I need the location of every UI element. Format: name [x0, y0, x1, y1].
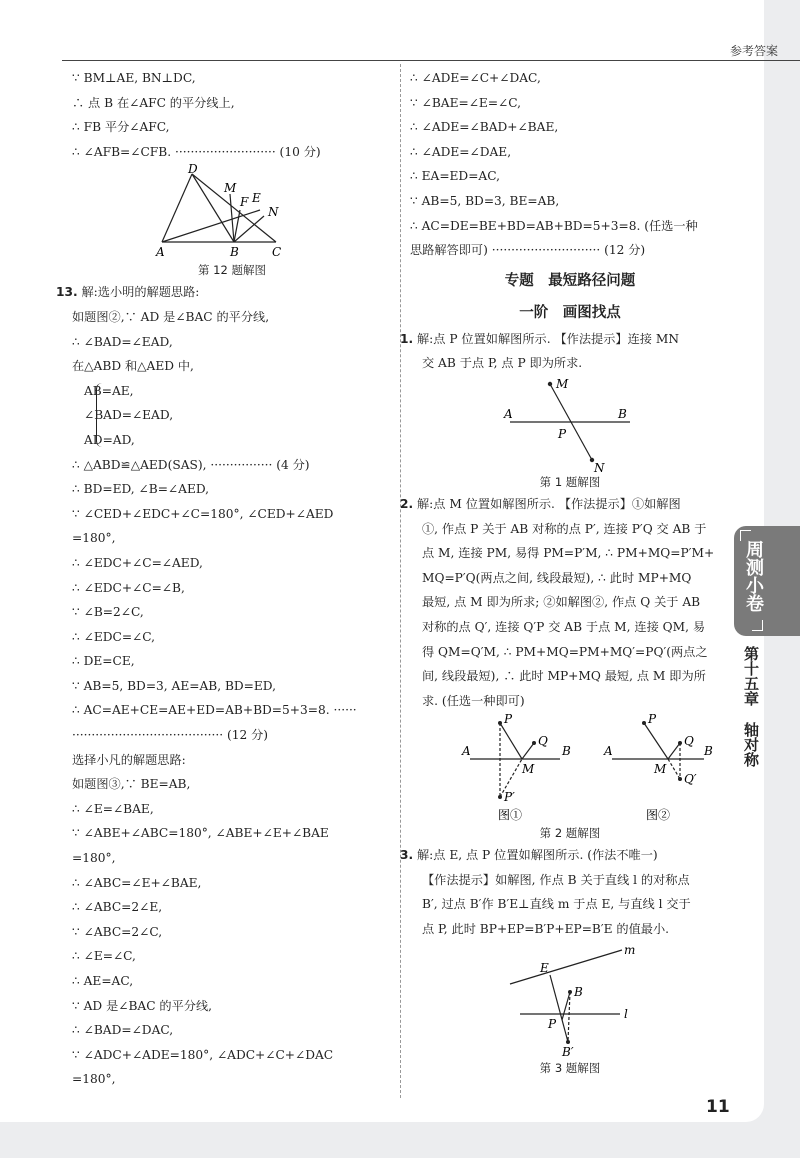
label-e: E	[252, 191, 261, 206]
figure-12	[152, 164, 312, 260]
q2-line: 对称的点 Q′, 连接 Q′P 交 AB 于点 M, 连接 QM, 易	[422, 619, 706, 634]
label-m: M	[224, 181, 237, 196]
condition-line: ∠BAD=∠EAD,	[84, 408, 174, 423]
label-p-1: P	[504, 713, 513, 727]
figure-3-caption: 第 3 题解图	[539, 1060, 601, 1075]
figure-3	[500, 942, 640, 1058]
q3-line: 【作法提示】如解图, 作点 B 关于直线 l 的对称点	[422, 872, 690, 887]
point-b	[568, 990, 572, 994]
segment-bm	[230, 194, 234, 242]
segment-ae	[162, 210, 260, 242]
figure-1-caption: 第 1 题解图	[539, 474, 601, 489]
q2-text: 解:点 M 位置如解图所示. 【作法提示】①如解图	[417, 496, 681, 511]
q13-line: 如题图③,∵ BE=AB,	[72, 777, 191, 792]
q13-line: ∴ ∠ABC=2∠E,	[72, 900, 163, 915]
label-a-2: A	[604, 744, 613, 759]
q13-cont-line: ∴ ∠ADE=∠DAE,	[410, 144, 512, 159]
q13-line: ∵ ∠ABE+∠ABC=180°, ∠ABE+∠E+∠BAE	[72, 826, 329, 841]
q1-text: 解:点 P 位置如解图所示. 【作法提示】连接 MN	[417, 331, 680, 346]
label-f: F	[240, 195, 249, 210]
page-number: 11	[706, 1097, 730, 1117]
segment-mqp-2	[668, 759, 680, 779]
figure-2	[420, 713, 720, 823]
q1-line: 交 AB 于点 P, 点 P 即为所求.	[422, 356, 583, 371]
q2-number: 2.	[400, 496, 414, 511]
q13-line: ∴ ∠ABC=∠E+∠BAE,	[72, 875, 202, 890]
side-topic: 轴对称	[742, 722, 760, 767]
segment-pm-2	[644, 723, 668, 759]
q13-cont-line: ∴ ∠ADE=∠BAD+∠BAE,	[410, 120, 559, 135]
q2-line: 得 QM=Q′M, ∴ PM+MQ=PM+MQ′=PQ′(两点之	[422, 644, 708, 659]
label-c: C	[272, 245, 282, 260]
q13-line: ∴ ∠EDC+∠C=∠AED,	[72, 555, 203, 570]
sub-caption-2: 图②	[646, 808, 671, 823]
q13-head-text: 解:选小明的解题思路:	[81, 285, 200, 300]
header-rule	[62, 60, 800, 61]
q13-line: =180°,	[72, 531, 116, 546]
tab-corner	[752, 620, 763, 631]
label-b-2: B	[704, 744, 713, 759]
q13-line: ∴ ∠BAD=∠DAC,	[72, 1023, 174, 1038]
right-column	[400, 66, 730, 1078]
q3-line: 点 P, 此时 BP+EP=B′P+EP=B′E 的值最小.	[422, 922, 670, 937]
q13-line: ∴ ∠EDC=∠C,	[72, 629, 156, 644]
q13-number: 13.	[56, 285, 78, 300]
label-b: B	[574, 984, 583, 999]
q13-cont-line: ∵ AB=5, BD=3, BE=AB,	[410, 193, 560, 208]
q13-line: 如题图②,∵ AD 是∠BAC 的平分线,	[72, 309, 270, 324]
subsection-title: 一阶 画图找点	[519, 304, 621, 321]
q13-line: ∵ AB=5, BD=3, AE=AB, BD=ED,	[72, 678, 277, 693]
label-bp: B′	[562, 1044, 574, 1058]
q13-line: 在△ABD 和△AED 中,	[72, 359, 194, 374]
q13-line: ∴ BD=ED, ∠B=∠AED,	[72, 482, 210, 497]
segment-pm-1	[500, 723, 522, 759]
q13-line: ∴ DE=CE,	[72, 654, 135, 669]
left-column	[56, 66, 392, 1092]
q3-line	[400, 843, 730, 868]
q3-text: 解:点 E, 点 P 位置如解图所示. (作法不唯一)	[417, 848, 658, 863]
q13-line: =180°,	[72, 851, 116, 866]
figure-2-caption: 第 2 题解图	[539, 826, 601, 841]
congruence-conditions	[72, 379, 392, 453]
label-a: A	[156, 245, 165, 260]
label-b-1: B	[562, 744, 571, 759]
q13-cont-line: ∴ ∠ADE=∠C+∠DAC,	[410, 71, 541, 85]
q13-line: ∴ AE=AC,	[72, 974, 134, 988]
segment-mq-1	[522, 743, 534, 759]
label-p: P	[558, 426, 567, 441]
q13-line: ∵ AD 是∠BAC 的平分线,	[72, 998, 213, 1013]
q2-line: 求. (任选一种即可)	[422, 693, 525, 708]
label-n: N	[268, 205, 279, 220]
segment-da	[162, 174, 192, 242]
header-title: 参考答案	[729, 44, 778, 58]
point-p-2	[642, 721, 646, 725]
point-qp-2	[678, 777, 682, 781]
column-divider	[400, 64, 401, 1098]
q2-line	[400, 492, 730, 517]
label-q-1: Q	[538, 734, 548, 749]
q12-line: ∵ BM⊥AE, BN⊥DC,	[72, 71, 196, 85]
q13-cont-line: 思路解答即可) ···························· (12 分)	[410, 243, 646, 258]
q13-cont-line: ∴ EA=ED=AC,	[410, 169, 500, 184]
q2-line: 点 M, 连接 PM, 易得 PM=P′M, ∴ PM+MQ=P′M+	[422, 546, 715, 561]
q3-line: B′, 过点 B′作 B′E⊥直线 m 于点 E, 与直线 l 交于	[422, 897, 691, 912]
label-q-2: Q	[684, 734, 694, 749]
label-m: M	[556, 376, 569, 391]
q13-cont-line: ∵ ∠BAE=∠E=∠C,	[410, 95, 522, 110]
point-m	[548, 382, 552, 386]
point-p-1	[498, 721, 502, 725]
label-b: B	[230, 245, 239, 260]
label-a: A	[504, 406, 513, 421]
q13-cont-line: ∴ AC=DE=BE+BD=AB+BD=5+3=8. (任选一种	[410, 218, 698, 233]
point-q-1	[532, 741, 536, 745]
segment-mq-2	[668, 743, 680, 759]
figure-1	[500, 376, 640, 472]
q13-line: ∴ △ABD≌△AED(SAS), ················ (4 分)	[72, 457, 310, 472]
label-m-2: M	[654, 762, 667, 777]
q13-line: ∵ ∠CED+∠EDC+∠C=180°, ∠CED+∠AED	[72, 506, 334, 521]
q12-line: ∴ FB 平分∠AFC,	[72, 120, 170, 135]
point-q-2	[678, 741, 682, 745]
point-bp	[566, 1040, 570, 1044]
label-e: E	[540, 960, 549, 975]
q12-line: ∴ ∠AFB=∠CFB. ·························· (10 分)	[72, 144, 321, 159]
label-p-2: P	[648, 713, 657, 727]
q13-line: =180°,	[72, 1072, 116, 1087]
q13-line: ∴ ∠EDC+∠C=∠B,	[72, 580, 185, 595]
section-title: 专题 最短路径问题	[504, 272, 636, 289]
q13-line: ······································· (12 分)	[72, 728, 269, 743]
label-m-1: M	[522, 762, 535, 777]
sub-caption-1: 图①	[498, 808, 523, 823]
q12-line: ∴ 点 B 在∠AFC 的平分线上,	[72, 95, 235, 110]
q13-line: ∴ AC=AE+CE=AE+ED=AB+BD=5+3=8. ······	[72, 703, 357, 718]
q13-line: ∵ ∠ADC+∠ADE=180°, ∠ADC+∠C+∠DAC	[72, 1047, 334, 1062]
q1-line	[400, 327, 730, 352]
label-pp-1: P′	[504, 790, 515, 805]
q2-line: ①, 作点 P 关于 AB 对称的点 P′, 连接 P′Q 交 AB 于	[422, 521, 707, 536]
line-m	[510, 950, 622, 984]
side-chapter: 第十五章	[742, 646, 760, 706]
label-qp-2: Q′	[684, 772, 697, 787]
q13-line: 选择小凡的解题思路:	[72, 752, 186, 767]
label-b: B	[618, 406, 627, 421]
label-m: m	[624, 942, 636, 957]
label-n: N	[594, 460, 605, 472]
figure-12-caption: 第 12 题解图	[198, 263, 266, 278]
q13-line: ∴ ∠BAD=∠EAD,	[72, 334, 173, 349]
q13-head	[56, 280, 392, 305]
q13-line: ∵ ∠ABC=2∠C,	[72, 924, 163, 939]
q1-number: 1.	[400, 331, 414, 346]
label-p: P	[548, 1016, 557, 1031]
q13-line: ∴ ∠E=∠C,	[72, 949, 136, 964]
q13-line: ∵ ∠B=2∠C,	[72, 605, 144, 620]
q3-number: 3.	[400, 848, 414, 863]
segment-pb	[562, 992, 570, 1020]
label-a-1: A	[462, 744, 471, 759]
condition-line: AB=AE,	[84, 383, 134, 398]
left-brace	[96, 383, 103, 447]
side-tab-label: 周测小卷	[743, 540, 764, 612]
q2-line: 间, 线段最短), ∴ 此时 MP+MQ 最短, 点 M 即为所	[422, 669, 706, 684]
condition-line: AD=AD,	[84, 432, 135, 447]
label-d: D	[188, 164, 198, 177]
q2-line: MQ=P′Q(两点之间, 线段最短), ∴ 此时 MP+MQ	[422, 570, 692, 585]
q2-line: 最短, 点 M 即为所求; ②如解图②, 作点 Q 关于 AB	[422, 595, 701, 610]
label-l: l	[624, 1006, 628, 1021]
q13-line: ∴ ∠E=∠BAE,	[72, 801, 154, 816]
point-pp-1	[498, 795, 502, 799]
